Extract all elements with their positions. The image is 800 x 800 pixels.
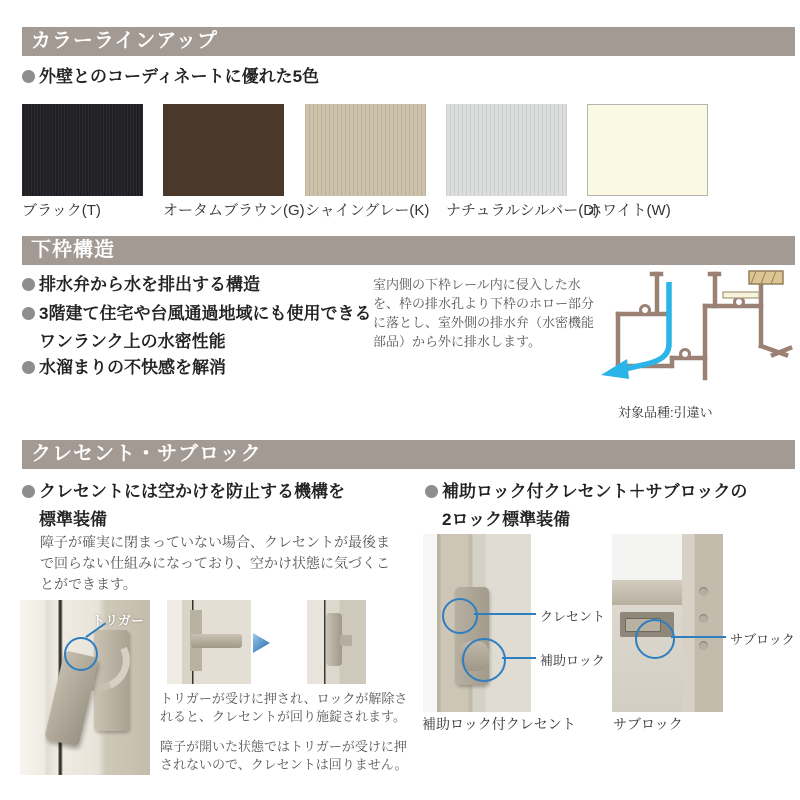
- swatch-label-white: ホワイト(W): [587, 202, 671, 219]
- heading-text: クレセントには空かけを防止する機構を: [39, 482, 345, 501]
- swatch-shine-gray: [305, 104, 426, 196]
- swatch-label-shine-gray: シャイングレー(K): [305, 202, 430, 219]
- two-lock-heading-line2: 2ロック標準装備: [442, 510, 571, 529]
- bullet-icon: [22, 307, 35, 320]
- drainage-description: 室内側の下枠レール内に侵入した水を、枠の排水孔より下枠のホロー部分に落とし、室外側の排水弁（水密機能部品）から外に排水します。: [373, 277, 595, 349]
- screw-icon: [699, 614, 708, 623]
- photo-crescent-unlocked: [167, 600, 251, 684]
- color-lineup-subtitle: [22, 66, 319, 88]
- photo-crescent-locked: [307, 600, 366, 684]
- trigger-caption-2: 障子が開いた状態ではトリガーが受けに押されないので、クレセントは回りません。: [160, 739, 408, 772]
- diagram-caption: 対象品種:引違い: [618, 405, 713, 420]
- swatch-white: [587, 104, 708, 196]
- photo-aux-lock-crescent: [423, 534, 531, 712]
- caption-aux-lock-crescent: 補助ロック付クレセント: [422, 716, 576, 732]
- section-header-crescent-sublock: クレセント・サブロック: [22, 440, 795, 469]
- crescent-heading-line2: 標準装備: [39, 510, 107, 529]
- bullet-text: 排水弁から水を排出する構造: [39, 275, 260, 294]
- frame-vertical-bar: [682, 534, 723, 712]
- photo-crescent-trigger: [20, 600, 150, 775]
- section-header-color-lineup: カラーラインアップ: [22, 27, 795, 56]
- crescent-heading: [22, 481, 345, 503]
- screw-icon: [699, 641, 708, 650]
- screw-icon: [699, 587, 708, 596]
- crescent-callout-label: クレセント: [540, 609, 606, 624]
- swatch-label-black: ブラック(T): [22, 202, 101, 219]
- bullet-icon: [22, 361, 35, 374]
- bullet-icon: [425, 485, 438, 498]
- heading-text: 補助ロック付クレセント＋サブロックの: [442, 482, 748, 501]
- caption-sublock: サブロック: [613, 716, 683, 732]
- sublock-callout-label: サブロック: [730, 632, 795, 647]
- aux-lock-callout-line: [502, 657, 536, 659]
- bullet-icon: [22, 278, 35, 291]
- two-lock-heading: [425, 481, 747, 503]
- lower-frame-bullet-2: [22, 303, 371, 325]
- crescent-lever-horizontal: [191, 634, 241, 648]
- swatch-natural-silver: [446, 104, 567, 196]
- water-flow-arrow: [625, 282, 669, 369]
- frame-cross-section-diagram: [593, 260, 798, 420]
- trigger-caption-1: トリガーが受けに押され、ロックが解除されると、クレセントが回り施錠されます。: [160, 691, 408, 724]
- swatch-label-natural-silver: ナチュラルシルバー(D): [446, 202, 600, 219]
- crescent-callout-circle: [442, 598, 478, 634]
- section-header-lower-frame: 下枠構造: [22, 236, 795, 265]
- wood-block: [749, 271, 783, 284]
- bullet-text: 水溜まりの不快感を解消: [39, 358, 226, 377]
- swatch-black: [22, 104, 143, 196]
- swatch-autumn-brown: [163, 104, 284, 196]
- crescent-callout-line: [474, 613, 536, 615]
- lower-frame-bullet-2-line2: ワンランク上の水密性能: [39, 332, 226, 351]
- bullet-icon: [22, 70, 35, 83]
- aux-lock-callout-circle: [462, 638, 506, 682]
- sublock-callout-line: [671, 636, 726, 638]
- trigger-label: トリガー: [92, 613, 144, 628]
- aux-lock-callout-label: 補助ロック: [540, 653, 605, 668]
- lower-frame-bullet-3: [22, 357, 226, 379]
- bullet-icon: [22, 485, 35, 498]
- subtitle-text: 外壁とのコーディネートに優れた5色: [39, 67, 320, 86]
- glass-pane: [612, 534, 682, 580]
- crescent-description: 障子が確実に閉まっていない場合、クレセントが最後まで回らない仕組みになっており、空かけ状態に気づくことができます。: [40, 534, 390, 592]
- lower-frame-bullet-1: [22, 274, 260, 296]
- swatch-label-autumn-brown: オータムブラウン(G): [163, 202, 305, 219]
- crescent-knob: [340, 635, 352, 646]
- trigger-callout-circle: [64, 637, 98, 671]
- bullet-text: 3階建て住宅や台風通過地域にも使用できる: [39, 304, 372, 323]
- arrow-right-icon: [253, 633, 270, 653]
- sublock-callout-circle: [635, 619, 675, 659]
